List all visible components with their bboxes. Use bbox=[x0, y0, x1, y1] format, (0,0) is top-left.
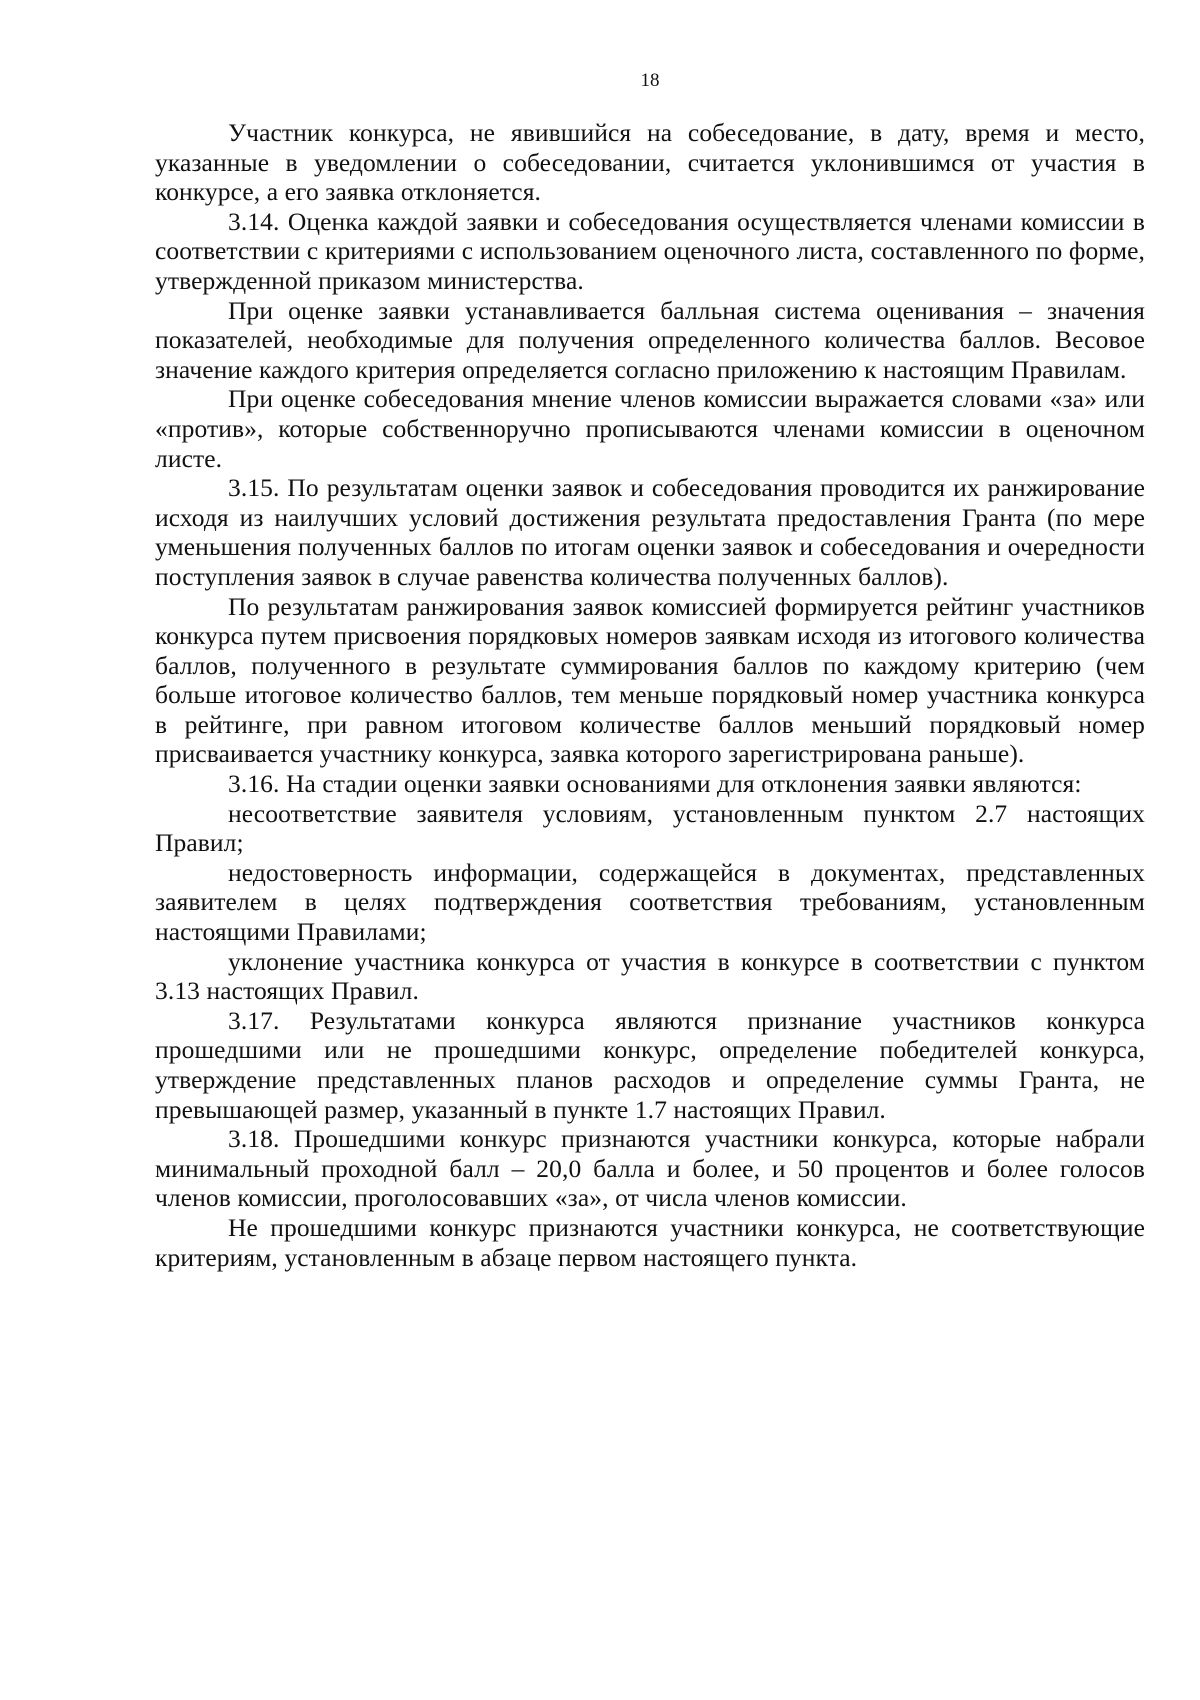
paragraph-rejection-reason-3: уклонение участника конкурса от участия в конкурсе в соответствии с пунктом 3.13 настоящих Правил. bbox=[155, 946, 1145, 1006]
paragraph-scoring-system: При оценке заявки устанавливается балльная система оценивания – значения показателей, необходимые для получения определенного количества баллов. Весовое значение каждого критерия определяется согласно приложению к настоящим Правилам. bbox=[155, 295, 1145, 384]
document-page bbox=[155, 70, 1145, 1272]
paragraph-3-14: 3.14. Оценка каждой заявки и собеседования осуществляется членами комиссии в соответствии с критериями с использованием оценочного листа, составленного по форме, утвержденной приказом министерства. bbox=[155, 206, 1145, 295]
paragraph-rating: По результатам ранжирования заявок комиссией формируется рейтинг участников конкурса путем присвоения порядковых номеров заявкам исходя из итогового количества баллов, полученного в результате суммирования баллов по каждому критерию (чем больше итоговое количество баллов, тем меньше порядковый номер участника конкурса в рейтинге, при равном итоговом количестве баллов меньший порядковый номер присваивается участнику конкурса, заявка которого зарегистрирована раньше). bbox=[155, 591, 1145, 769]
paragraph-rejection-reason-2: недостоверность информации, содержащейся в документах, представленных заявителем в целях подтверждения соответствия требованиям, установленным настоящими Правилами; bbox=[155, 857, 1145, 947]
paragraph-3-16: 3.16. На стадии оценки заявки основаниями для отклонения заявки являются: bbox=[228, 769, 1082, 799]
page-number: 18 bbox=[640, 70, 660, 91]
paragraph-3-15: 3.15. По результатам оценки заявок и собеседования проводится их ранжирование исходя из наилучших условий достижения результата предоставления Гранта (по мере уменьшения полученных баллов по итогам оценки заявок и собеседования и очередности поступления заявок в случае равенства количества полученных баллов). bbox=[155, 473, 1145, 591]
paragraph-rejection-reason-1: несоответствие заявителя условиям, установленным пунктом 2.7 настоящих Правил; bbox=[155, 798, 1145, 858]
paragraph-not-passed: Не прошедшими конкурс признаются участники конкурса, не соответствующие критериям, установленным в абзаце первом настоящего пункта. bbox=[155, 1212, 1145, 1272]
paragraph-interview-vote: При оценке собеседования мнение членов комиссии выражается словами «за» или «против», которые собственноручно прописываются членами комиссии в оценочном листе. bbox=[155, 384, 1145, 473]
paragraph-3-18: 3.18. Прошедшими конкурс признаются участники конкурса, которые набрали минимальный проходной балл – 20,0 балла и более, и 50 процентов и более голосов членов комиссии, проголосовавших «за», от числа членов комиссии. bbox=[155, 1124, 1145, 1213]
paragraph-interview-absence: Участник конкурса, не явившийся на собеседование, в дату, время и место, указанные в уведомлении о собеседовании, считается уклонившимся от участия в конкурсе, а его заявка отклоняется. bbox=[155, 118, 1145, 207]
paragraph-3-17: 3.17. Результатами конкурса являются признание участников конкурса прошедшими или не прошедшими конкурс, определение победителей конкурса, утверждение представленных планов расходов и определение суммы Гранта, не превышающей размер, указанный в пункте 1.7 настоящих Правил. bbox=[155, 1005, 1145, 1124]
